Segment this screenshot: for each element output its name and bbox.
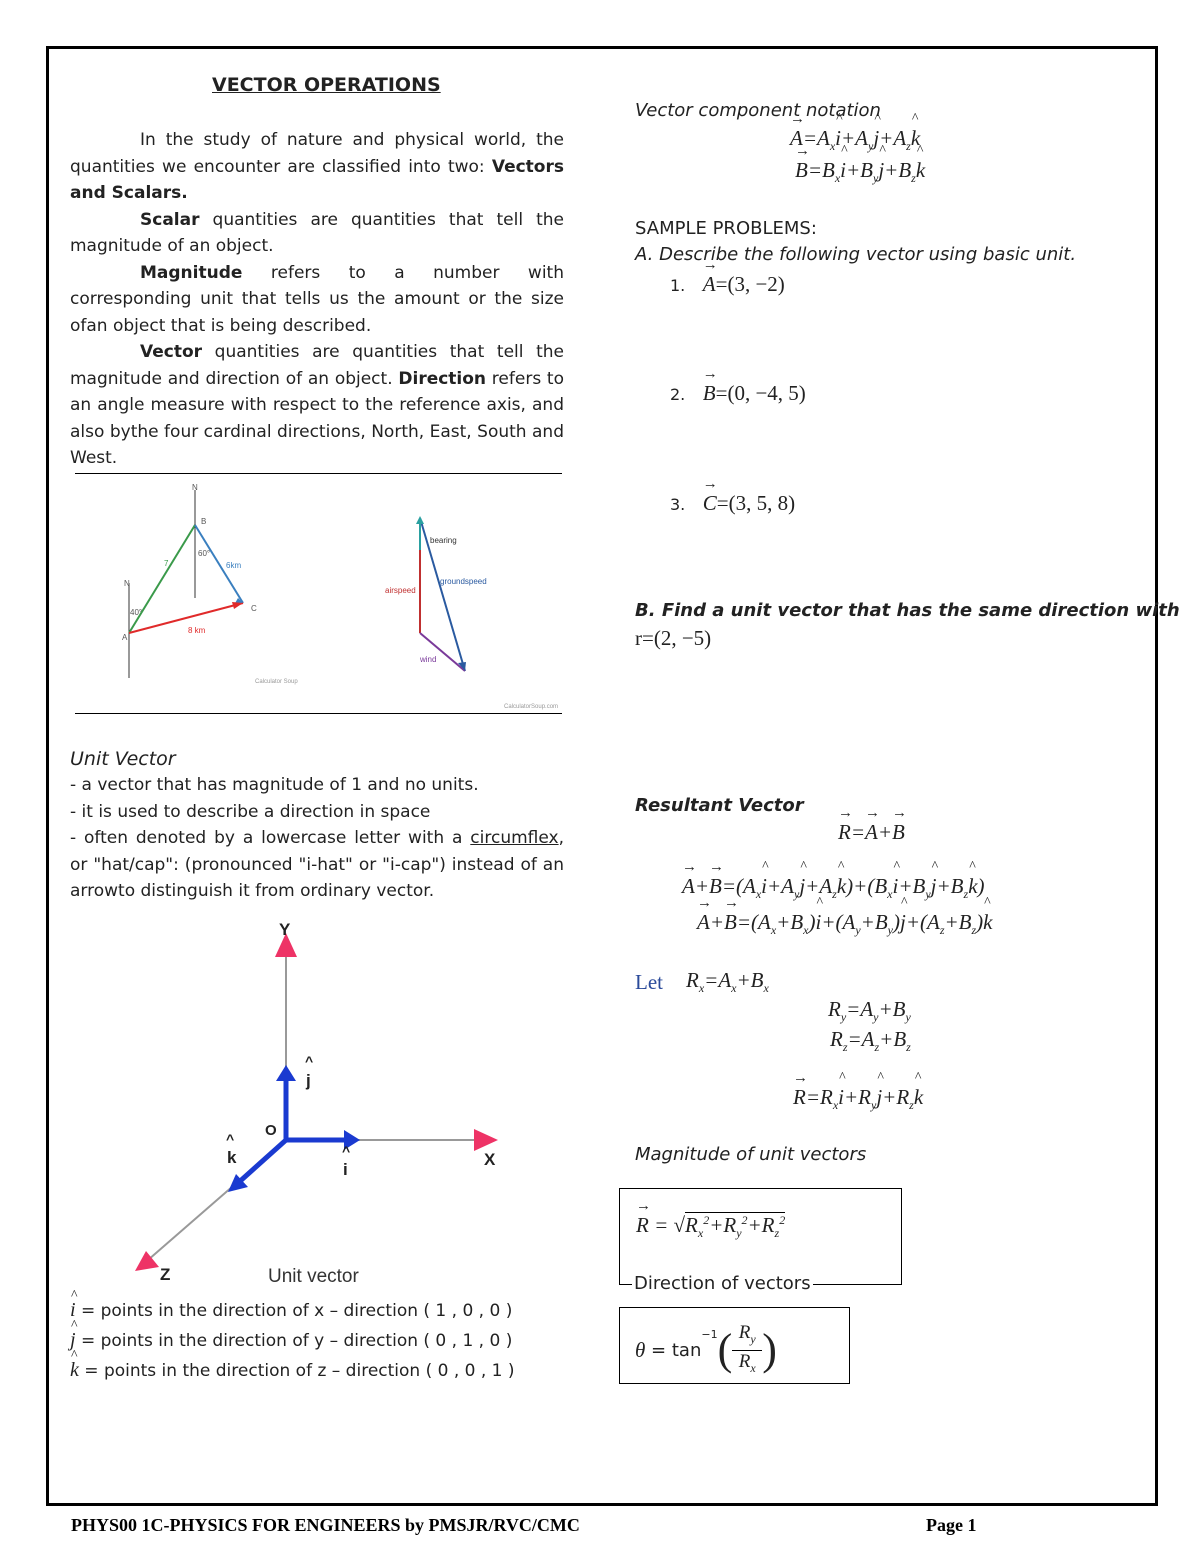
unit-bullet-2: - it is used to describe a direction in space (70, 801, 431, 822)
intro-paragraph (70, 127, 564, 472)
unit-vector-heading: Unit Vector (70, 748, 176, 770)
vector-definition: quantities are quantities that tell the magnitude and direction of an object. (70, 342, 564, 389)
part-b-equation: r=(2, −5) (635, 626, 712, 650)
eq-a-components: → $A=A_xi$ $\^{}+A_yj$ $\^{}+A_zk$ ^ (790, 126, 920, 154)
j-hat-label: j (306, 1071, 311, 1090)
let-label: Let (635, 970, 663, 994)
magnitude-term: Magnitude (140, 262, 243, 283)
sample-problems-heading: SAMPLE PROBLEMS: (635, 218, 817, 239)
fig-label-wind: wind (420, 655, 437, 664)
eq-a-plus-b-expanded: → $A+\to B=(A_xi$ $\^{}+A_yj$ $\^{}+A_zk$ $\^{})+(B_xi$ $\^{}+B_yj$ $\^{}+B_zk$ ^) (682, 874, 985, 902)
eq-direction: θ = tan $^{-1}$ ( $R_y$ $R_x$ ) (635, 1322, 777, 1375)
fig-label-groundspeed: groundspeed (440, 577, 487, 586)
unit-bullet-1: - a vector that has magnitude of 1 and no units. (70, 775, 479, 795)
fig-label-60deg: 60° (198, 549, 211, 558)
k-hat-line: k ^ = points in the direction of z – direction ( 0 , 0 , 1 ) (70, 1356, 515, 1386)
i-hat-label: i (343, 1160, 348, 1179)
figure-top-rule (75, 473, 562, 474)
x-label: X (484, 1150, 496, 1169)
eq-magnitude: → $R = √R_x^2+R_y^2+R_z^2$ (636, 1213, 785, 1241)
axes-caption: Unit vector (268, 1266, 359, 1287)
fig-credit-1: Calculator Soup (255, 679, 298, 685)
unit-hat-list (70, 1296, 515, 1386)
svg-text:^: ^ (226, 1131, 235, 1147)
resultant-heading: Resultant Vector (635, 795, 804, 816)
fig-label-n1: N (192, 483, 198, 492)
fig-label-b: B (201, 517, 207, 526)
scalar-term: Scalar (140, 209, 200, 230)
svg-text:^: ^ (305, 1053, 314, 1069)
problem-3: 3. → C=(3, 5, 8) (670, 491, 795, 516)
footer-page-number: Page 1 (926, 1515, 977, 1535)
eq-r-components: → $R=R_xi$ $\^{}+R_yj$ $\^{}+R_zk$ ^ (793, 1085, 923, 1113)
component-notation-heading: Vector component notation (635, 100, 881, 121)
eq-r-sum: → R=→ A+→ B (838, 820, 905, 845)
fig-label-bearing: bearing (430, 536, 457, 545)
scalar-definition: quantities are quantities that tell the magnitude of an object. (70, 209, 564, 256)
j-hat-line: j ^ = points in the direction of y – direction ( 0 , 1 , 0 ) (70, 1326, 515, 1356)
fig-label-airspeed: airspeed (385, 586, 416, 595)
svg-text:^: ^ (342, 1143, 351, 1159)
fig-credit-2: CalculatorSoup.com (504, 704, 559, 710)
direction-heading: Direction of vectors (634, 1273, 811, 1294)
eq-ry: $R_y=A_y+B_y$ (828, 997, 911, 1025)
figure-bottom-rule (75, 713, 562, 714)
magnitude-definition: refers to a number with corresponding unit that tells us the amount or the size ofan object that is being described. (70, 262, 564, 336)
red-vector (129, 603, 243, 633)
k-hat-label: k (227, 1148, 237, 1167)
eq-a-plus-b-grouped: → $A+\to B=(A_x+B_x)i$ $\^{}+(A_y+B_y)j$ $\^{}+(A_z+B_z)k$ ^ (697, 910, 993, 938)
page-title: VECTOR OPERATIONS (212, 74, 441, 96)
fig-label-40deg: 40° (130, 608, 143, 617)
part-b-instruction: B. Find a unit vector that has the same direction with (635, 600, 1180, 621)
wind-vector (420, 633, 465, 671)
intro-text: In the study of nature and physical world, the quantities we encounter are classified into two: (70, 130, 564, 177)
direction-term: Direction (398, 368, 487, 389)
fig-label-6km: 6km (226, 561, 242, 570)
footer-course: PHYS00 1C-PHYSICS FOR ENGINEERS by PMSJR/RVC/CMC (71, 1515, 580, 1535)
eq-rx: $R_x=A_x+B_x$ (686, 968, 769, 996)
fig-label-a: A (122, 633, 128, 642)
problem-1: 1. → A=(3, −2) (670, 272, 785, 297)
magnitude-heading: Magnitude of unit vectors (635, 1144, 867, 1165)
unit-bullet-3: - often denoted by a lowercase letter with a (70, 828, 471, 848)
fig-label-n2: N (124, 579, 130, 588)
unit-bullet-3-tail: , or "hat/cap": (pronounced "i-hat" or "i-cap") instead of an arrowto distinguish it from ordinary vector. (70, 828, 564, 901)
z-label: Z (160, 1265, 171, 1284)
unit-vector-axes-figure (120, 915, 510, 1300)
circumflex-link: circumflex (470, 828, 559, 848)
vector-term: Vector (140, 342, 203, 362)
x-axis-arrowhead (474, 1129, 498, 1151)
eq-b-components: → $B=B_xi$ $\^{}+B_yj$ $\^{}+B_zk$ ^ (795, 158, 925, 186)
vectors-and-scalars: Vectors and Scalars. (70, 156, 564, 203)
problem-2: 2. → B=(0, −4, 5) (670, 381, 806, 406)
unit-vector-list (70, 772, 564, 905)
direction-definition: refers to an angle measure with respect to the reference axis, and also bythe four cardinal directions, North, East, South and West. (70, 368, 564, 468)
bearing-diagram-figure (80, 478, 562, 712)
k-hat-vector (238, 1140, 286, 1183)
fig-label-7: 7 (164, 559, 169, 568)
part-a-instruction: A. Describe the following vector using basic unit. (635, 244, 1077, 265)
eq-rz: $R_z=A_z+B_z$ (830, 1027, 911, 1055)
fig-label-8km: 8 km (188, 626, 206, 635)
i-hat-line: i ^ = points in the direction of x – direction ( 1 , 0 , 0 ) (70, 1296, 515, 1326)
y-label: Y (279, 920, 291, 939)
origin-label: O (265, 1122, 277, 1139)
fig-label-c: C (251, 604, 257, 613)
